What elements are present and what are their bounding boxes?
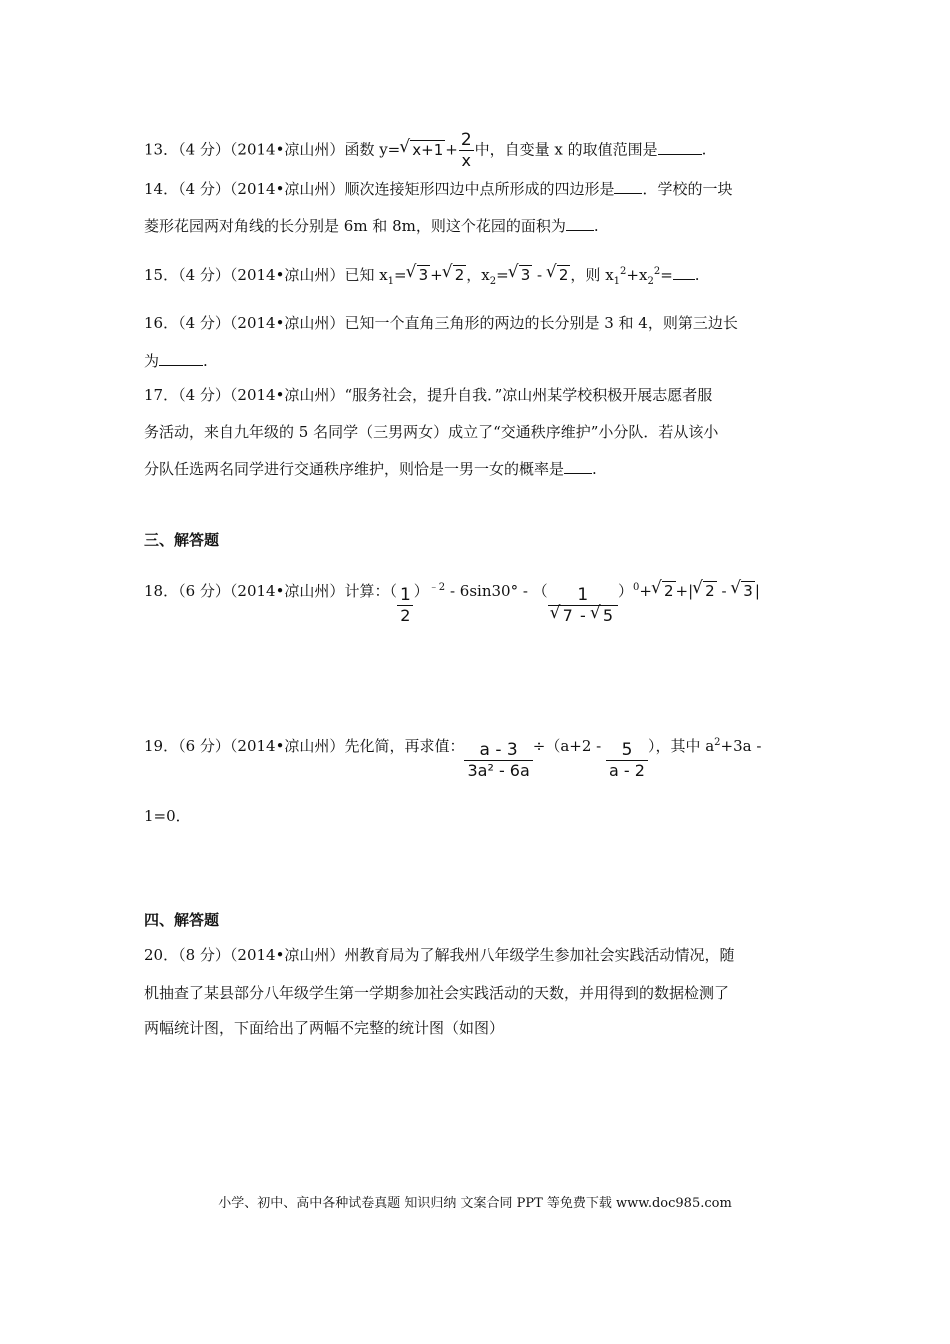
- question-text: 为: [144, 352, 160, 370]
- denominator: a - 2: [606, 760, 648, 781]
- question-number: 17．: [144, 386, 179, 404]
- question-text: 已知 x: [344, 266, 388, 284]
- operator: -: [716, 582, 732, 600]
- question-number: 15．: [144, 266, 179, 284]
- radicand: 2: [558, 266, 569, 284]
- question-text: 菱形花园两对角线的长分别是 6m 和 8m，则这个花园的面积为: [144, 217, 566, 235]
- sqrt-3: [407, 265, 431, 285]
- question-17-line-2: [144, 422, 718, 442]
- punctuation: .: [694, 266, 700, 284]
- question-text: ，则 x: [570, 266, 614, 284]
- numerator: 2: [460, 130, 472, 150]
- subscript: 2: [647, 276, 654, 287]
- punctuation: ）: [413, 582, 429, 600]
- radicand: x+1: [412, 140, 444, 159]
- denominator: 2: [397, 605, 413, 626]
- question-15: [144, 262, 700, 292]
- operator: =: [394, 266, 407, 284]
- question-text: 州教育局为了解我州八年级学生参加社会实践活动情况，随: [344, 946, 735, 964]
- sqrt-expression: [400, 140, 445, 160]
- radicand: 3: [520, 266, 531, 284]
- numerator: 1: [399, 585, 411, 605]
- question-meta: （4 分）（2014•凉山州）: [178, 140, 345, 159]
- superscript: 2: [620, 266, 627, 277]
- subscript: 1: [387, 276, 395, 287]
- fraction-one-half: [397, 585, 414, 626]
- question-16-line-2: [144, 351, 208, 371]
- question-17: [144, 385, 712, 405]
- punctuation: .: [593, 217, 599, 235]
- superscript: 0: [633, 582, 640, 593]
- question-20: [144, 945, 734, 965]
- subscript: 2: [489, 276, 497, 287]
- question-text: 先化简，再求值：: [344, 737, 465, 755]
- answer-blank: [673, 267, 695, 280]
- sqrt-2: [547, 265, 571, 285]
- answer-blank: [614, 181, 642, 194]
- radicand: 7: [562, 606, 573, 625]
- question-meta: （4 分）（2014•凉山州）: [178, 314, 345, 332]
- superscript: 2: [653, 266, 661, 277]
- question-18: [144, 578, 760, 626]
- question-meta: （4 分）（2014•凉山州）: [178, 180, 345, 198]
- question-19: [144, 733, 761, 781]
- answer-blank: [658, 142, 702, 155]
- sqrt-5: [591, 606, 615, 626]
- sqrt-2: [652, 581, 676, 601]
- punctuation: .: [203, 352, 208, 370]
- sqrt-2: [693, 581, 717, 601]
- fraction-radical: [548, 585, 618, 626]
- question-number: 19．: [144, 737, 179, 755]
- denominator: x: [459, 150, 474, 171]
- answer-blank: [566, 218, 594, 231]
- question-text: 已知一个直角三角形的两边的长分别是 3 和 4，则第三边长: [344, 314, 738, 332]
- punctuation: ）: [618, 582, 634, 600]
- sqrt-7: [551, 606, 575, 626]
- section-heading-3: 三、解答题: [144, 531, 220, 549]
- question-17-line-3: [144, 459, 597, 479]
- question-meta: （4 分）（2014•凉山州）: [178, 386, 345, 404]
- sqrt-3: [509, 265, 533, 285]
- operator: +: [639, 582, 652, 600]
- numerator: a - 3: [479, 740, 518, 760]
- question-text: 中，自变量 x 的取值范围是: [474, 140, 658, 159]
- question-13: [144, 130, 706, 171]
- question-text: 务活动，来自九年级的 5 名同学（三男两女）成立了“交通秩序维护”小分队．若从该小: [144, 423, 719, 441]
- operator: +: [430, 266, 443, 284]
- question-text: 分队任选两名同学进行交通秩序维护，则恰是一男一女的概率是: [144, 460, 565, 478]
- question-text: ），其中 a: [647, 737, 715, 755]
- fraction: [458, 130, 475, 171]
- question-text: 函数 y=: [344, 140, 401, 159]
- punctuation: .: [592, 460, 597, 478]
- question-text: +3a -: [720, 737, 762, 755]
- question-text: 计算：（: [344, 582, 397, 600]
- question-14: [144, 179, 732, 199]
- page-footer: 小学、初中、高中各种试卷真题 知识归纳 文案合同 PPT 等免费下载 www.doc985.com: [218, 1196, 732, 1211]
- question-text: ．学校的一块: [642, 180, 733, 198]
- question-text: 顺次连接矩形四边中点所形成的四边形是: [344, 180, 615, 198]
- question-19-line-2: 1=0．: [144, 807, 191, 825]
- question-text: ÷（a+2 -: [532, 737, 607, 755]
- operator: -: [532, 266, 547, 284]
- question-16: [144, 313, 738, 333]
- question-14-line-2: [144, 216, 599, 236]
- radicand: 5: [602, 606, 613, 625]
- question-20-line-2: 机抽查了某县部分八年级学生第一学期参加社会实践活动的天数，并用得到的数据检测了: [144, 984, 730, 1002]
- radicand: 3: [418, 266, 429, 284]
- radicand: 2: [454, 266, 465, 284]
- question-meta: （6 分）（2014•凉山州）: [178, 582, 345, 600]
- question-number: 13．: [144, 140, 179, 159]
- question-meta: （4 分）（2014•凉山州）: [178, 266, 345, 284]
- question-number: 14．: [144, 180, 179, 198]
- radicand: 3: [743, 582, 753, 600]
- question-meta: （6 分）（2014•凉山州）: [178, 737, 345, 755]
- answer-blank: [564, 461, 592, 474]
- sqrt-2: [443, 265, 467, 285]
- operator: +|: [675, 582, 694, 600]
- question-text: - 6sin30° - （: [445, 582, 548, 600]
- question-meta: （8 分）（2014•凉山州）: [178, 946, 345, 964]
- question-text: ，x: [466, 266, 490, 284]
- radicand: 2: [663, 582, 674, 600]
- numerator: 1: [577, 585, 589, 605]
- denominator: 3a² - 6a: [464, 760, 532, 781]
- question-number: 16．: [144, 314, 179, 332]
- question-20-line-3: 两幅统计图，下面给出了两幅不完整的统计图（如图）: [144, 1019, 505, 1037]
- denominator: [548, 605, 618, 626]
- fraction-2: [606, 740, 648, 781]
- superscript: 2: [714, 737, 721, 748]
- question-text: +x: [626, 266, 648, 284]
- operator: =: [660, 266, 673, 284]
- radicand: 2: [705, 582, 715, 600]
- punctuation: .: [701, 140, 707, 159]
- operator: |: [754, 582, 760, 600]
- operator: =: [496, 266, 509, 284]
- subscript: 1: [613, 276, 621, 287]
- numerator: 5: [621, 740, 633, 760]
- section-heading-4: 四、解答题: [144, 911, 220, 929]
- question-number: 20．: [144, 946, 179, 964]
- operator: +: [445, 140, 458, 159]
- fraction-1: [464, 740, 532, 781]
- question-text: “服务社会，提升自我．”凉山州某学校积极开展志愿者服: [344, 386, 713, 404]
- superscript: ﹣2: [428, 582, 446, 593]
- operator: -: [574, 606, 591, 625]
- answer-blank: [159, 353, 203, 366]
- sqrt-3: [731, 581, 755, 601]
- question-number: 18．: [144, 582, 179, 600]
